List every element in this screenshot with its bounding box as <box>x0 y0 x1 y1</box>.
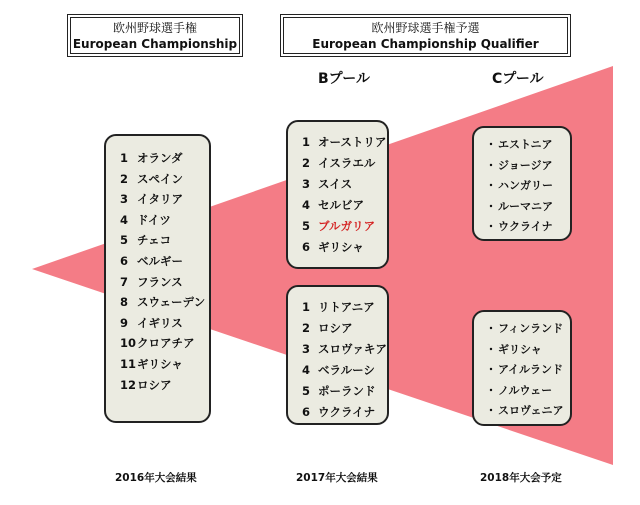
qualifier-title-jp: 欧州野球選手権予選 <box>371 21 480 35</box>
list-item <box>484 361 570 382</box>
list-item <box>120 191 209 212</box>
list-item <box>302 299 387 320</box>
rank-number: 3 <box>302 342 311 356</box>
rank-number: 4 <box>120 212 129 227</box>
list-item <box>302 404 387 425</box>
country-name: ギリシャ <box>318 240 364 254</box>
list-item <box>302 134 387 155</box>
list-item <box>120 212 209 233</box>
list-item <box>302 176 387 197</box>
bullet: ・ <box>485 220 497 233</box>
list-item <box>120 232 209 253</box>
year-2016-label: 2016年大会結果 <box>115 472 197 484</box>
country-name: ロシア <box>137 377 172 392</box>
country-name: オーストリア <box>318 135 387 149</box>
list-item <box>120 171 209 192</box>
list-item <box>120 335 209 356</box>
country-name: スロヴァキア <box>318 342 387 356</box>
results-2016-list <box>120 150 209 397</box>
rank-number: 2 <box>120 171 129 186</box>
country-name: セルビア <box>318 198 364 212</box>
list-item <box>302 383 387 404</box>
country-name: ハンガリー <box>498 179 553 192</box>
year-2017-label: 2017年大会結果 <box>296 472 378 484</box>
bullet: ・ <box>485 363 497 376</box>
pool-b-group2-list <box>302 299 387 425</box>
pool-b-label: Bプール <box>318 71 370 87</box>
bullet: ・ <box>485 158 497 172</box>
rank-number: 5 <box>120 233 129 248</box>
list-item <box>302 341 387 362</box>
rank-number: 5 <box>302 384 311 398</box>
country-name: ベラルーシ <box>318 363 375 377</box>
country-name: リトアニア <box>318 300 375 314</box>
list-item <box>484 402 570 423</box>
rank-number: 11 <box>120 356 137 371</box>
country-name: ドイツ <box>137 212 171 227</box>
rank-number: 4 <box>302 198 311 212</box>
list-item <box>120 150 209 171</box>
rank-number: 2 <box>302 321 311 335</box>
country-name: ジョージア <box>498 158 553 172</box>
bullet: ・ <box>485 383 497 397</box>
rank-number: 4 <box>302 363 311 377</box>
championship-title-en: European Championship <box>72 37 238 51</box>
rank-number: 6 <box>120 253 129 268</box>
rank-number: 6 <box>302 240 311 254</box>
country-name: ノルウェー <box>498 383 553 397</box>
country-name: ウクライナ <box>318 405 376 419</box>
qualifier-title-box <box>283 17 568 54</box>
pool-c-group2-list <box>484 320 570 423</box>
country-name: イタリア <box>137 192 183 207</box>
list-item <box>484 136 570 157</box>
list-item <box>484 341 570 362</box>
country-name: ロシア <box>318 321 353 335</box>
rank-number: 1 <box>302 135 311 149</box>
bullet: ・ <box>485 342 497 356</box>
list-item <box>120 315 209 336</box>
country-name: ブルガリア <box>318 219 376 233</box>
country-name: イギリス <box>137 315 183 330</box>
pool-b-group1-box <box>286 120 389 269</box>
country-name: クロアチア <box>137 336 195 351</box>
rank-number: 9 <box>120 315 129 330</box>
list-item <box>302 320 387 341</box>
rank-number: 2 <box>302 156 311 170</box>
list-item <box>484 218 570 239</box>
pool-c-group2-box <box>472 310 572 426</box>
country-name: ウクライナ <box>498 220 553 233</box>
list-item <box>484 198 570 219</box>
list-item <box>484 157 570 178</box>
country-name: スウェーデン <box>137 295 206 310</box>
rank-number: 12 <box>120 377 137 392</box>
rank-number: 10 <box>120 336 137 351</box>
rank-number: 6 <box>302 405 311 419</box>
rank-number: 1 <box>302 300 311 314</box>
rank-number: 3 <box>302 177 311 191</box>
list-item <box>302 239 387 260</box>
country-name: ベルギー <box>137 253 183 268</box>
country-name: ポーランド <box>318 384 376 398</box>
country-name: スペイン <box>137 171 183 186</box>
country-name: スロヴェニア <box>498 404 564 417</box>
country-name: エストニア <box>498 138 553 151</box>
list-item <box>484 382 570 403</box>
pool-c-group1-list <box>484 136 570 239</box>
list-item <box>120 356 209 377</box>
country-name: チェコ <box>137 233 172 248</box>
bullet: ・ <box>485 138 497 151</box>
rank-number: 5 <box>302 219 311 233</box>
list-item <box>302 155 387 176</box>
championship-title-jp: 欧州野球選手権 <box>112 21 197 35</box>
country-name: スイス <box>318 177 353 191</box>
rank-number: 1 <box>120 151 129 165</box>
rank-number: 7 <box>120 274 129 289</box>
country-name: フィンランド <box>498 322 564 335</box>
bullet: ・ <box>485 322 497 335</box>
pool-c-group1-box <box>472 126 572 241</box>
championship-title-box <box>70 17 240 54</box>
bullet: ・ <box>485 179 497 192</box>
country-name: オランダ <box>137 151 183 165</box>
pool-b-group2-box <box>286 285 389 425</box>
rank-number: 3 <box>120 192 129 207</box>
country-name: フランス <box>137 274 183 289</box>
list-item <box>302 218 387 239</box>
country-name: アイルランド <box>498 363 564 376</box>
pool-c-label: Cプール <box>492 71 544 87</box>
list-item <box>302 362 387 383</box>
bullet: ・ <box>485 199 497 213</box>
rank-number: 8 <box>120 295 129 310</box>
year-2018-label: 2018年大会予定 <box>480 472 562 484</box>
country-name: イスラエル <box>318 156 376 170</box>
bullet: ・ <box>485 404 497 417</box>
list-item <box>120 294 209 315</box>
results-2016-box <box>104 134 211 423</box>
country-name: ルーマニア <box>498 199 553 213</box>
country-name: ギリシャ <box>137 356 183 371</box>
list-item <box>120 377 209 398</box>
list-item <box>484 320 570 341</box>
qualifier-title-en: European Championship Qualifier <box>312 37 539 51</box>
pool-b-group1-list <box>302 134 387 260</box>
list-item <box>120 274 209 295</box>
list-item <box>120 253 209 274</box>
country-name: ギリシャ <box>498 342 542 356</box>
list-item <box>484 177 570 198</box>
list-item <box>302 197 387 218</box>
